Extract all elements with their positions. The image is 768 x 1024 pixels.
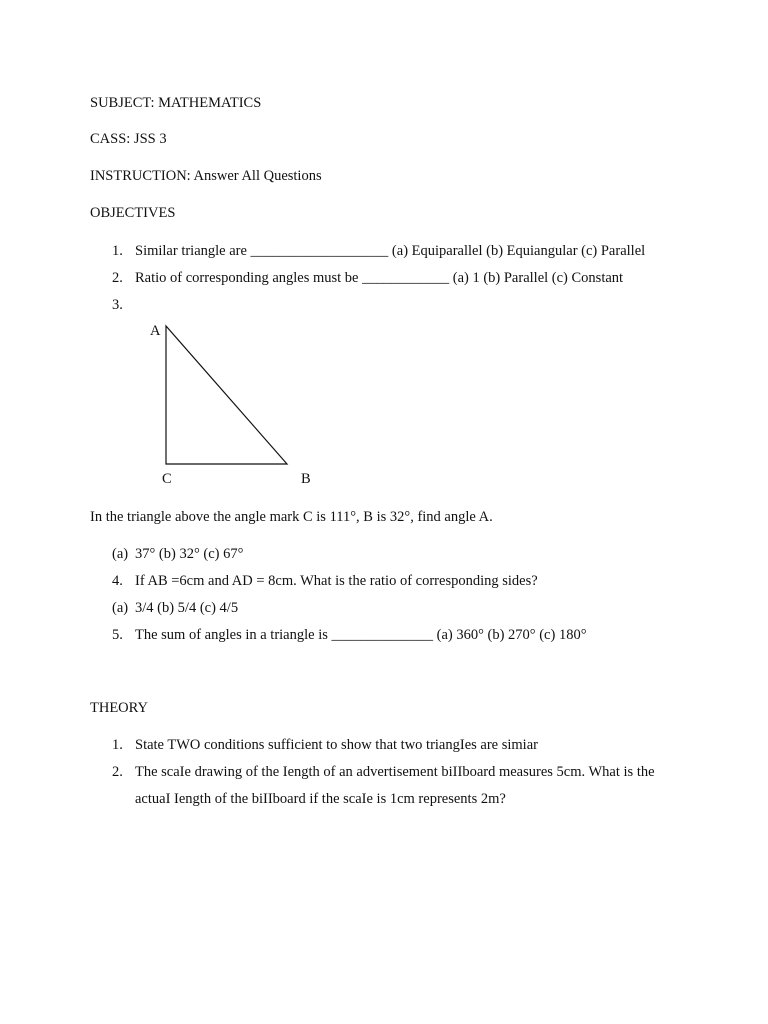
vertex-label-a: A	[150, 323, 161, 339]
question-number: 1.	[112, 737, 123, 753]
question-number: 2.	[112, 764, 123, 780]
class-line: CASS: JSS 3	[90, 131, 167, 147]
objective-question-4	[112, 571, 538, 591]
triangle-shape	[166, 326, 287, 464]
instruction-line: INSTRUCTION: Answer All Questions	[90, 168, 322, 184]
question-text: If AB =6cm and AD = 8cm. What is the ratio of corresponding sides?	[135, 573, 538, 589]
question-number: 5.	[112, 627, 123, 643]
triangle-figure	[140, 318, 340, 498]
question-4-options	[112, 598, 238, 618]
objective-question-5	[112, 625, 587, 645]
subject-line: SUBJECT: MATHEMATICS	[90, 95, 262, 111]
question-number: 4.	[112, 573, 123, 589]
question-text: Ratio of corresponding angles must be ____________ (a) 1 (b) Parallel (c) Constant	[135, 270, 624, 286]
objectives-heading: OBJECTIVES	[90, 205, 176, 221]
question-text-line-1: The scaIe drawing of the Iength of an advertisement biIIboard measures 5cm. What is the	[135, 764, 655, 780]
option-marker: (a)	[112, 600, 129, 616]
question-number: 1.	[112, 243, 123, 259]
question-number: 2.	[112, 270, 123, 286]
theory-heading: THEORY	[90, 700, 148, 716]
option-marker: (a)	[112, 546, 129, 562]
question-text: The sum of angles in a triangle is ______________ (a) 360° (b) 270° (c) 180°	[135, 627, 587, 643]
question-text: State TWO conditions sufficient to show that two triangIes are simiar	[135, 737, 538, 753]
theory-question-1	[112, 735, 538, 755]
objective-question-3	[112, 295, 135, 315]
theory-question-2-continuation: actuaI Iength of the biIIboard if the scaIe is 1cm represents 2m?	[135, 791, 506, 807]
objective-question-2	[112, 268, 623, 288]
theory-question-2	[112, 762, 655, 782]
options-text: 37° (b) 32° (c) 67°	[135, 546, 244, 562]
question-3-text: In the triangle above the angle mark C is 111°, B is 32°, find angle A.	[90, 509, 493, 525]
vertex-label-c: C	[162, 471, 172, 487]
objective-question-1	[112, 241, 645, 261]
options-text: 3/4 (b) 5/4 (c) 4/5	[135, 600, 239, 616]
question-number: 3.	[112, 297, 123, 313]
vertex-label-b: B	[301, 471, 311, 487]
question-3-options	[112, 544, 243, 564]
question-text: Similar triangle are ___________________ (a) Equiparallel (b) Equiangular (c) Parallel	[135, 243, 646, 259]
